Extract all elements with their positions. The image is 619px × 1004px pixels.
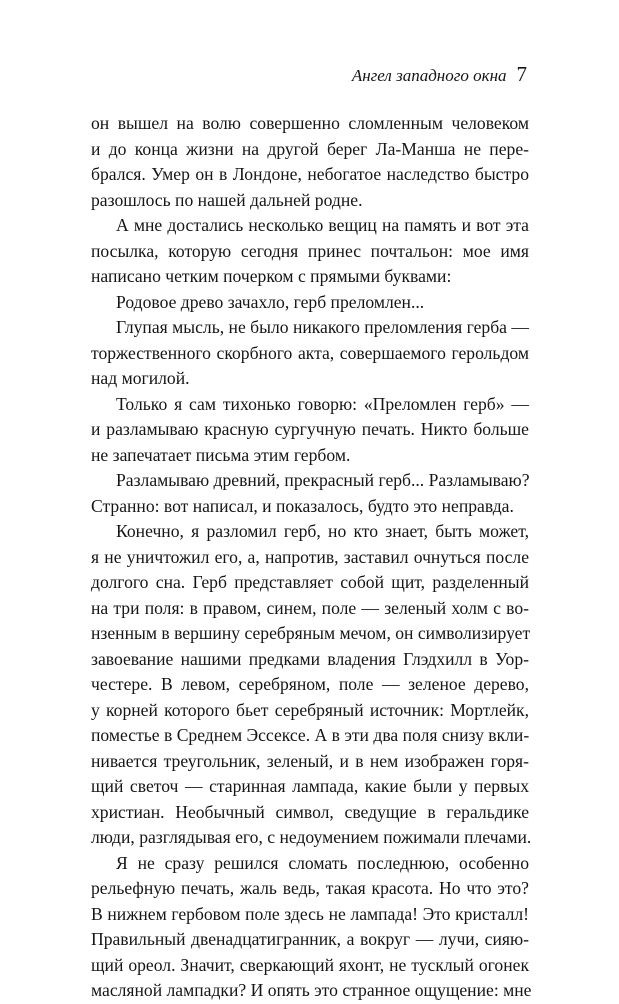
text-line: посылка, которую сегодня принес почтальон: мое имя: [91, 240, 529, 261]
text-line: написано четким почерком с прямыми буквами:: [91, 266, 452, 286]
running-head-title: Ангел западного окна: [351, 66, 507, 85]
text-line: у корней которого бьет серебряный источник: Мортлейк,: [91, 699, 529, 720]
text-line: завоевание нашими предками владения Глэдхилл в Уор-: [91, 648, 529, 669]
paragraph: [91, 392, 529, 469]
text-line: люди, разглядывая его, с недоумением пожимали плечами.: [91, 827, 532, 847]
text-line: Глупая мысль, не было никакого преломления герба —: [116, 317, 529, 337]
text-line: долгого сна. Герб представляет собой щит, разделенный: [91, 572, 529, 592]
body-text: [91, 111, 532, 1004]
text-line: Правильный двенадцатигранник, а вокруг — лучи, сияю-: [91, 929, 529, 949]
text-line: Только я сам тихонько говорю: «Преломлен герб» —: [116, 393, 529, 414]
paragraph: [91, 519, 532, 851]
text-line: Я не сразу решился сломать последнюю, особенно: [116, 852, 529, 873]
text-line: я не уничтожил его, а, напротив, заставил очнуться после: [91, 546, 529, 567]
paragraph: [91, 851, 532, 1004]
running-head: [352, 62, 527, 92]
text-line: честере. В левом, серебряном, поле — зеленое дерево,: [91, 674, 529, 694]
text-line: и до конца жизни на другой берег Ла-Манша не пере-: [91, 138, 529, 159]
text-line: нзенным в вершину серебряным мечом, он символизирует: [91, 623, 531, 643]
text-line: брался. Умер он в Лондоне, небогатое наследство быстро: [91, 164, 529, 184]
text-line: на три поля: в правом, синем, поле — зеленый холм с во-: [91, 597, 529, 618]
text-line: торжественного скорбного акта, совершаемого герольдом: [91, 342, 529, 363]
text-line: и разламываю красную сургучную печать. Никто больше: [91, 419, 529, 439]
text-line: Родовое древо зачахло, герб преломлен...: [116, 291, 425, 312]
text-line: масляной лампадки? И опять это странное ощущение: мне: [91, 980, 532, 1000]
text-line: Конечно, я разломил герб, но кто знает, быть может,: [116, 521, 529, 541]
text-line: щий светоч — старинная лампада, какие были у первых: [91, 776, 529, 796]
text-line: нивается треугольник, зеленый, и в нем изображен горя-: [91, 750, 529, 771]
paragraph: [91, 315, 529, 392]
page-number: 7: [516, 62, 527, 86]
text-line: он вышел на волю совершенно сломленным человеком: [91, 113, 529, 133]
text-line: А мне достались несколько вещиц на память и вот эта: [116, 215, 529, 235]
text-line: Странно: вот написал, и показалось, будто это неправда.: [91, 495, 514, 516]
paragraph: [91, 290, 529, 316]
text-line: христиан. Необычный символ, сведущие в геральдике: [91, 801, 529, 822]
text-line: над могилой.: [91, 368, 190, 388]
text-line: В нижнем гербовом поле здесь не лампада! Это кристалл!: [91, 903, 529, 924]
text-line: поместье в Среднем Эссексе. А в эти два поля снизу вкли-: [91, 725, 530, 745]
text-line: щий ореол. Значит, сверкающий яхонт, не тусклый огонек: [91, 954, 529, 975]
paragraph: [91, 468, 529, 519]
text-line: разошлось по нашей дальней родне.: [91, 189, 363, 210]
paragraph: [91, 213, 529, 290]
text-line: Разламываю древний, прекрасный герб... Разламываю?: [116, 470, 530, 490]
text-line: не запечатает письма этим гербом.: [91, 444, 351, 465]
text-line: рельефную печать, жаль ведь, такая красота. Но что это?: [91, 878, 529, 898]
paragraph: [91, 111, 529, 213]
